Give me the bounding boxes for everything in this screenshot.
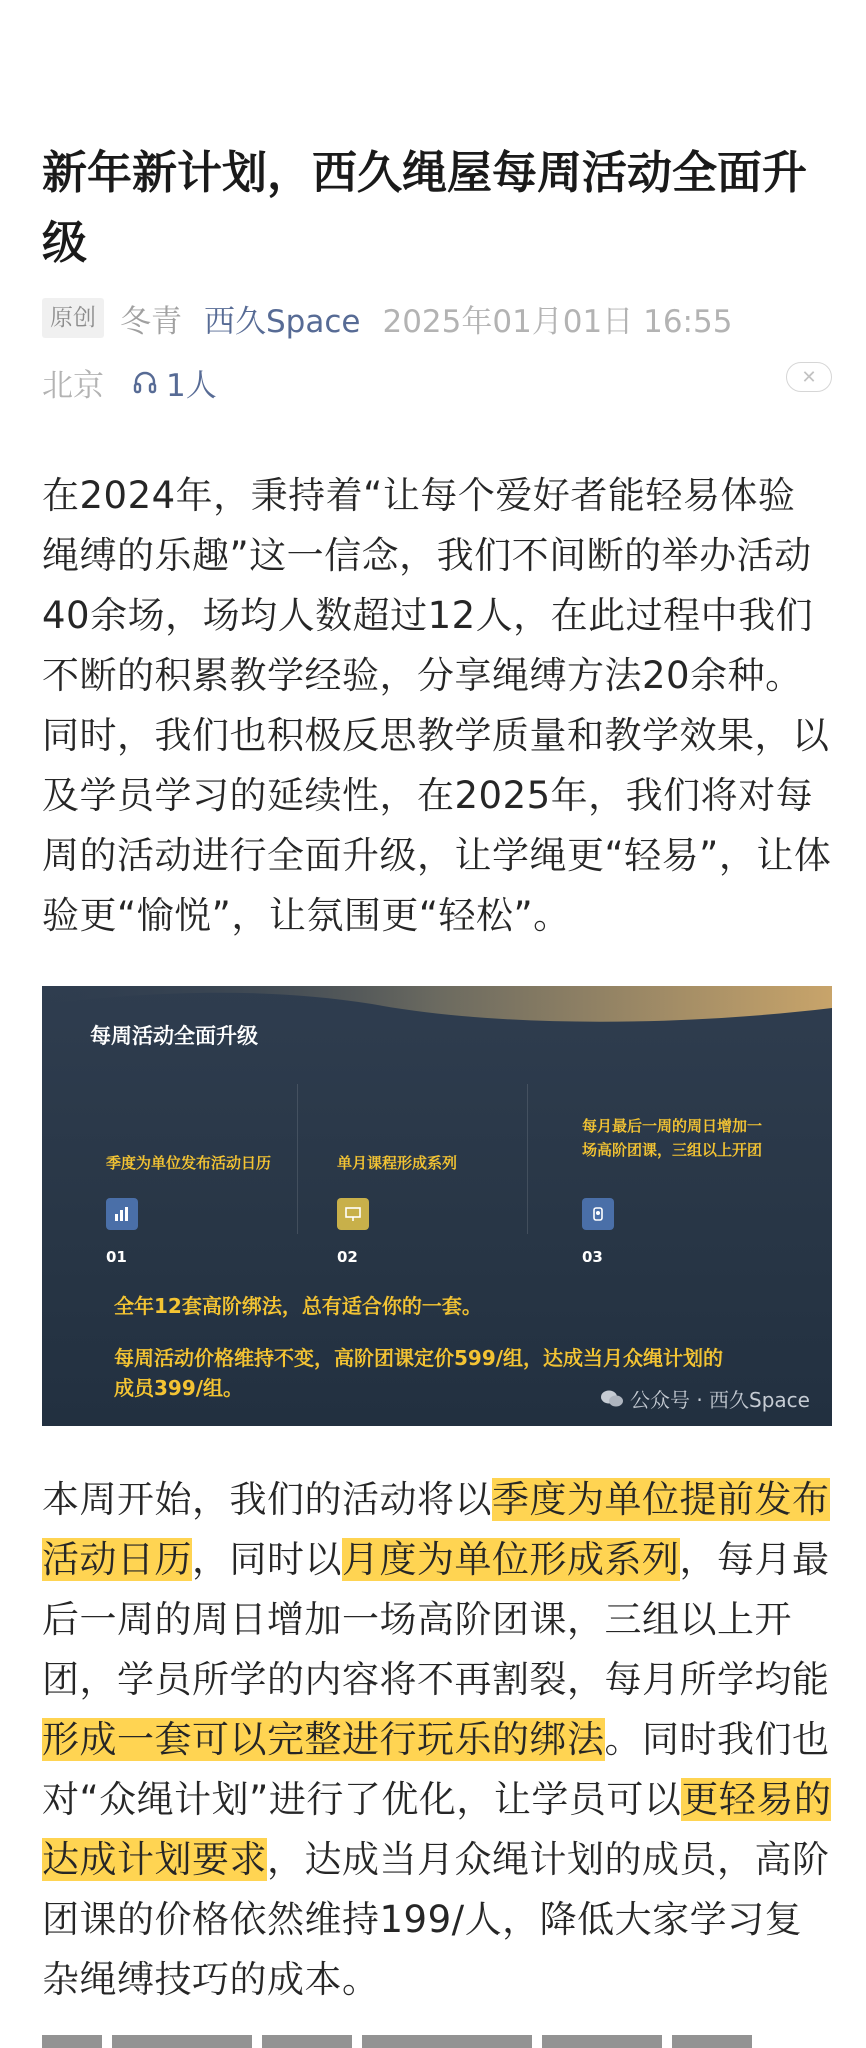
slide-col-2-text: 单月课程形成系列 — [337, 1154, 458, 1172]
paragraph-plan — [42, 1470, 832, 2010]
account-watermark — [600, 1384, 810, 1413]
badge-icon — [582, 1198, 614, 1230]
account-link[interactable]: 西久Space — [204, 303, 361, 340]
text-segment: ，达成当月众绳计划的成员，高阶团课的价格依然维持199/人，降低大家学习复杂绳缚技巧的成本。 — [42, 1838, 830, 2001]
slide-highlight-line1: 全年12套高阶绑法，总有适合你的一套。 — [114, 1294, 482, 1318]
next-line-cutoff — [42, 2034, 832, 2048]
highlight-easier-plan: 更轻易的达成计划要求 — [42, 1778, 832, 1881]
article-meta — [42, 292, 842, 344]
chart-icon — [106, 1198, 138, 1230]
publish-datetime: 2025年01月01日 16:55 — [382, 303, 733, 340]
author-name[interactable]: 冬青 — [120, 303, 182, 340]
text-segment: ，同时以 — [192, 1538, 342, 1581]
text-segment: 本周开始，我们的活动将以 — [42, 1478, 492, 1521]
watermark-text: 公众号 · 西久Space — [629, 1388, 810, 1412]
highlight-monthly-series: 月度为单位形成系列 — [342, 1538, 680, 1581]
article-title: 新年新计划，西久绳屋每周活动全面升级 — [42, 146, 808, 269]
text-segment: ，每月最后一周的周日增加一场高阶团课，三组以上开团，学员所学的内容将不再割裂，每月所学均能 — [42, 1538, 830, 1701]
slide-col-3-text: 每月最后一周的周日增加一场高阶团课，三组以上开团 — [582, 1117, 763, 1159]
text-segment: 。同时我们也对“众绳计划”进行了优化，让学员可以 — [42, 1718, 830, 1821]
wechat-icon — [600, 1389, 624, 1409]
original-badge: 原创 — [42, 298, 104, 338]
headphones-icon — [132, 369, 158, 395]
presentation-icon — [337, 1198, 369, 1230]
close-icon[interactable]: ✕ — [786, 362, 832, 392]
location-label: 北京 — [42, 367, 104, 404]
listen-count: 1人 — [166, 367, 217, 404]
slide-col-3-num: 03 — [582, 1248, 603, 1266]
slide-col-1-num: 01 — [106, 1248, 127, 1266]
column-divider — [527, 1084, 528, 1234]
highlight-quarterly-calendar: 季度为单位提前发布活动日历 — [42, 1478, 830, 1581]
slide-col-2-num: 02 — [337, 1248, 358, 1266]
slide-col-1-text: 季度为单位发布活动日历 — [106, 1154, 272, 1172]
highlight-complete-tie: 形成一套可以完整进行玩乐的绑法 — [42, 1718, 605, 1761]
column-divider — [297, 1084, 298, 1234]
listen-button[interactable] — [132, 360, 217, 405]
paragraph-intro: 在2024年，秉持着“让每个爱好者能轻易体验绳缚的乐趣”这一信念，我们不间断的举办活动40余场，场均人数超过12人，在此过程中我们不断的积累教学经验，分享绳缚方法20余种。同时，我们也积极反思教学质量和教学效果，以及学员学习的延续性，在2025年，我们将对每周的活动进行全面升级，让学绳更“轻易”，让体验更“愉悦”，让氛围更“轻松”。 — [42, 474, 832, 937]
slide-title: 每周活动全面升级 — [90, 1024, 258, 1048]
activity-upgrade-image — [42, 986, 832, 1426]
article-meta-secondary — [42, 356, 832, 408]
slide-highlight-line2: 每周活动价格维持不变，高阶团课定价599/组，达成当月众绳计划的成员399/组。 — [114, 1346, 724, 1400]
